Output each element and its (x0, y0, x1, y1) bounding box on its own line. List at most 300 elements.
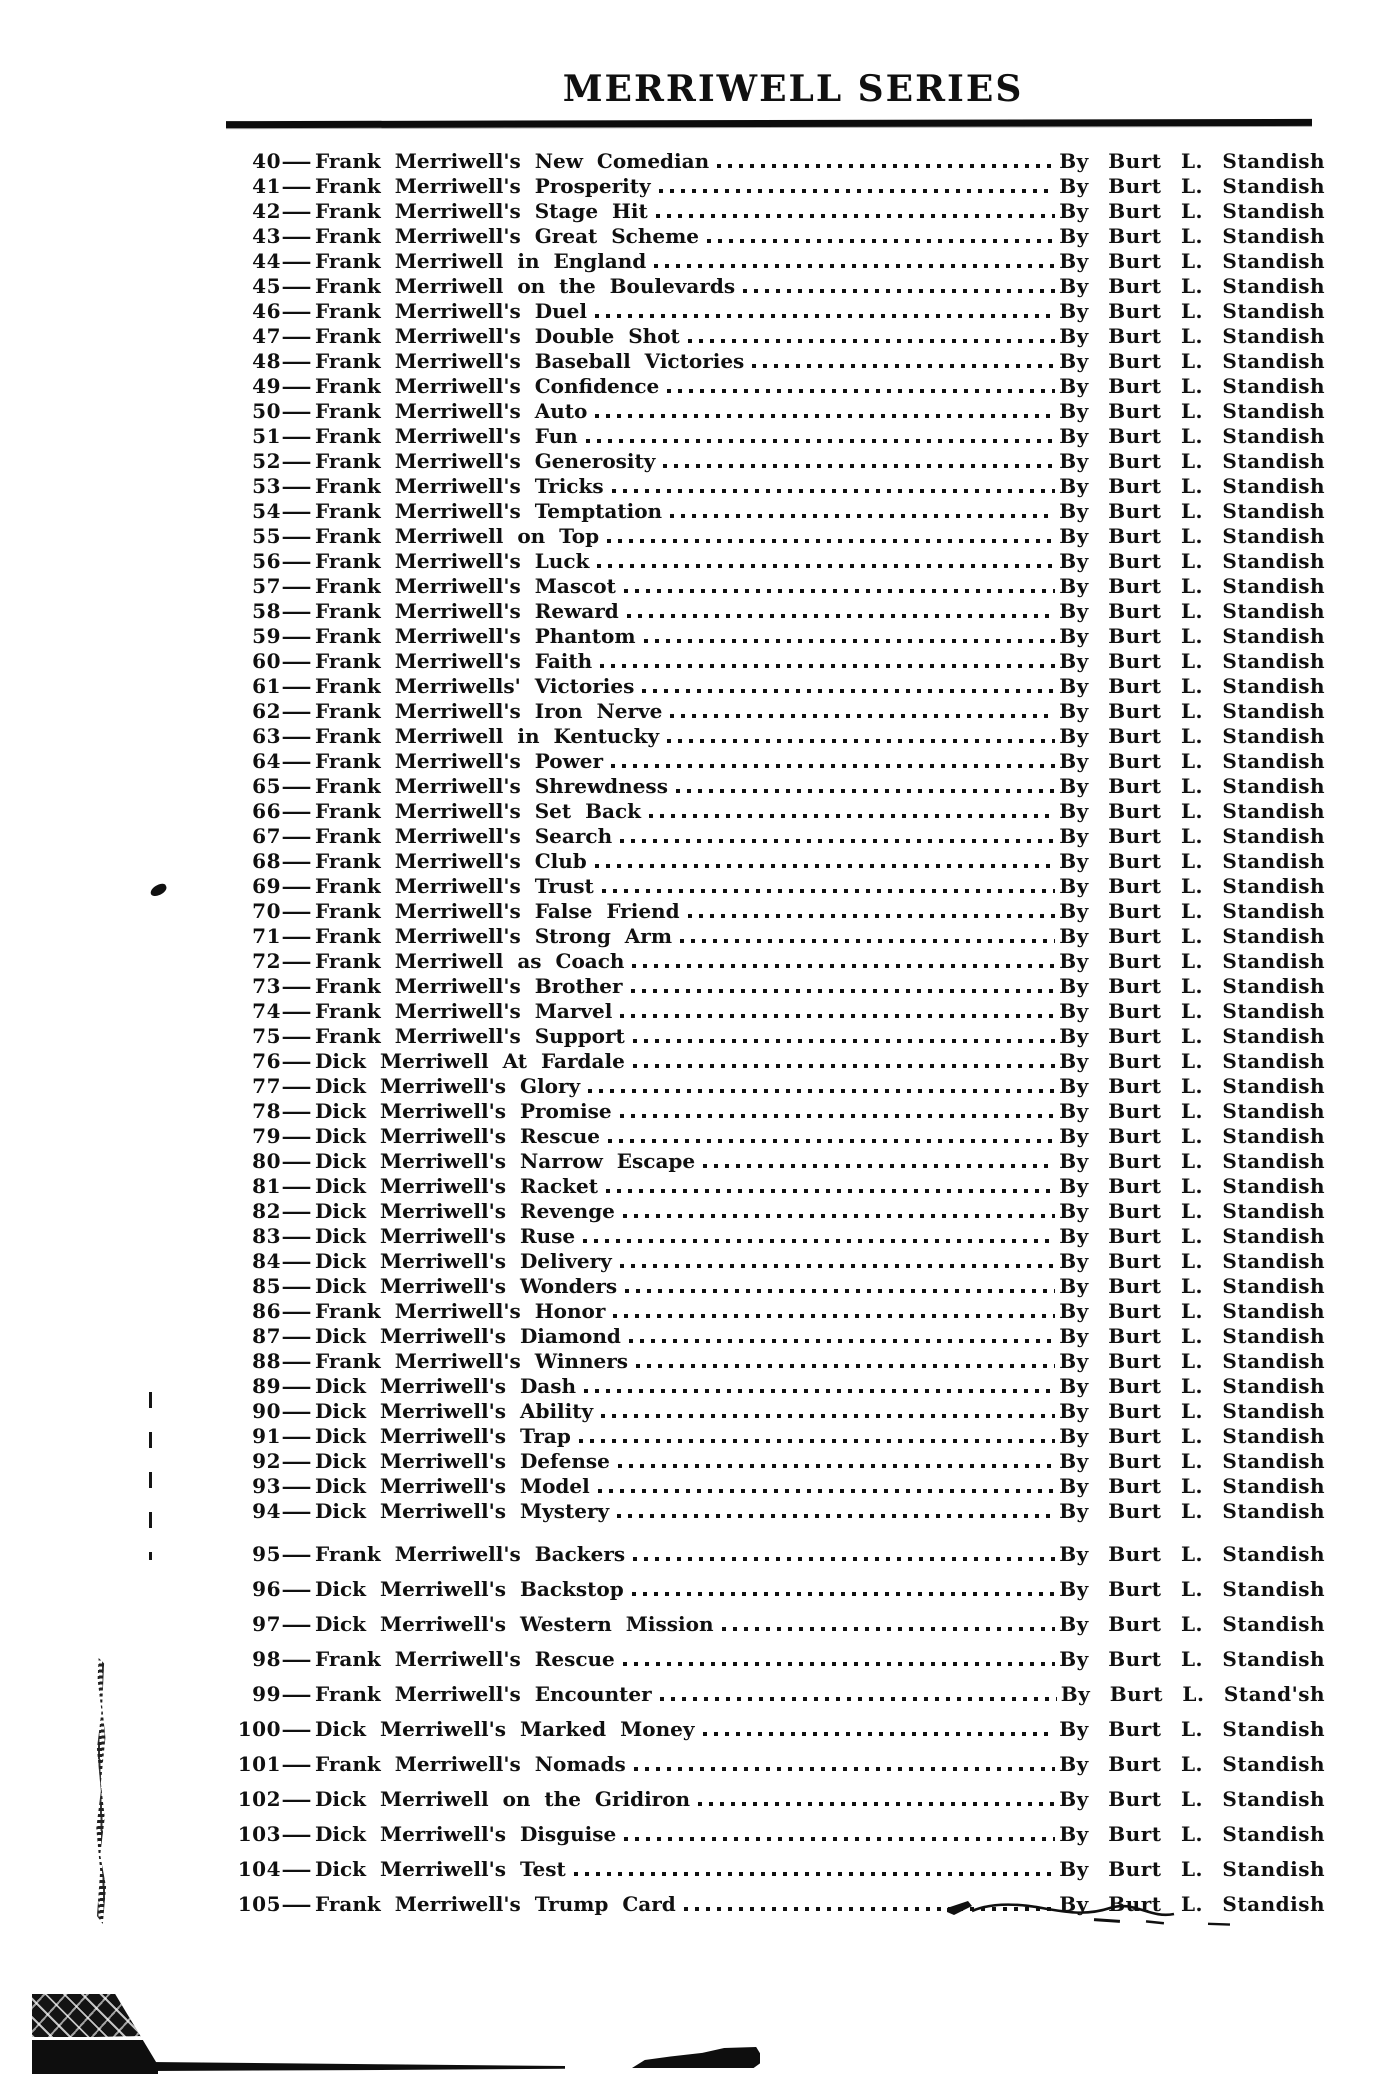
dash-separator: — (281, 199, 312, 223)
book-number: 48 (252, 349, 281, 373)
dash-separator: — (281, 1274, 312, 1298)
dot-leader (588, 1089, 1055, 1093)
book-number: 71 (252, 924, 281, 948)
book-row (219, 174, 1325, 199)
book-number: 41 (252, 174, 281, 198)
dot-leader (597, 564, 1055, 568)
book-author: By Burt L. Standish (1059, 1717, 1325, 1741)
dash-separator: — (281, 974, 312, 998)
dot-leader (624, 589, 1055, 593)
book-row (219, 1049, 1325, 1074)
book-row (219, 324, 1325, 349)
book-title: Frank Merriwell's Trump Card (315, 1892, 676, 1916)
book-number: 47 (252, 324, 281, 348)
book-author: By Burt L. Standish (1059, 1199, 1325, 1223)
dash-separator: — (281, 624, 312, 648)
ink-spot (149, 882, 169, 898)
book-row (219, 474, 1325, 499)
book-number: 43 (252, 224, 281, 248)
book-author: By Burt L. Standish (1059, 449, 1325, 473)
dash-separator: — (281, 1612, 312, 1636)
book-author: By Burt L. Standish (1059, 1449, 1325, 1473)
book-row (219, 949, 1325, 974)
book-number: 44 (252, 249, 281, 273)
book-title: Frank Merriwell's Stage Hit (315, 199, 648, 223)
book-number: 67 (252, 824, 281, 848)
book-author: By Burt L. Standish (1059, 674, 1325, 698)
dash-separator: — (281, 1224, 312, 1248)
dash-separator: — (281, 1752, 312, 1776)
book-row (219, 274, 1325, 299)
book-row (219, 924, 1325, 949)
book-number: 68 (252, 849, 281, 873)
dash-separator: — (281, 499, 312, 523)
book-row (219, 674, 1325, 699)
dot-leader (624, 1837, 1055, 1841)
dash-separator: — (281, 1857, 312, 1881)
book-row (219, 1712, 1325, 1747)
dot-leader (752, 364, 1055, 368)
book-title: Frank Merriwells' Victories (315, 674, 635, 698)
dot-leader (623, 1662, 1055, 1666)
book-title: Frank Merriwell's Fun (315, 424, 578, 448)
book-title: Dick Merriwell's Test (315, 1857, 566, 1881)
book-title: Frank Merriwell's Backers (315, 1542, 626, 1566)
dot-leader (608, 1139, 1055, 1143)
dot-leader (598, 1489, 1056, 1493)
dash-separator: — (281, 824, 312, 848)
book-author: By Burt L. Standish (1059, 299, 1325, 323)
book-author: By Burt L. Standish (1059, 749, 1325, 773)
dot-leader (633, 1064, 1055, 1068)
dash-separator: — (281, 1682, 312, 1706)
book-author: By Burt L. Standish (1059, 324, 1325, 348)
book-number: 83 (252, 1224, 281, 1248)
book-row (219, 149, 1325, 174)
book-author: By Burt L. Standish (1059, 724, 1325, 748)
blob-speckled-area (32, 1994, 158, 2037)
dot-leader (586, 439, 1056, 443)
dash-separator: — (281, 299, 312, 323)
dash-separator: — (281, 999, 312, 1023)
scan-speckle-strip (95, 1658, 108, 1924)
book-author: By Burt L. Standish (1059, 149, 1325, 173)
book-title: Frank Merriwell's Auto (315, 399, 588, 423)
dot-leader (656, 214, 1055, 218)
book-author: By Burt L. Standish (1059, 649, 1325, 673)
book-title: Frank Merriwell's Rescue (315, 1647, 615, 1671)
dash-separator: — (281, 1424, 312, 1448)
book-author: By Burt L. Standish (1059, 499, 1325, 523)
dash-separator: — (281, 549, 312, 573)
book-number: 104 (237, 1857, 281, 1881)
book-row (219, 1274, 1325, 1299)
book-title: Dick Merriwell on the Gridiron (315, 1787, 691, 1811)
book-author: By Burt L. Standish (1059, 599, 1325, 623)
book-author: By Burt L. Standish (1059, 1249, 1325, 1273)
dash-separator: — (281, 1049, 312, 1073)
book-row (219, 1349, 1325, 1374)
book-number: 75 (252, 1024, 281, 1048)
book-row (219, 1099, 1325, 1124)
dash-separator: — (281, 949, 312, 973)
book-author: By Burt L. Standish (1059, 1049, 1325, 1073)
dash-separator: — (281, 274, 312, 298)
book-row (219, 699, 1325, 724)
book-author: By Burt L. Standish (1059, 224, 1325, 248)
dot-leader (583, 1239, 1055, 1243)
book-author: By Burt L. Standish (1059, 824, 1325, 848)
book-author: By Burt L. Standish (1059, 424, 1325, 448)
book-title: Frank Merriwell's Phantom (315, 624, 636, 648)
dash-separator: — (281, 1099, 312, 1123)
scan-wedge-bottom-center (632, 2047, 760, 2068)
book-number: 82 (252, 1199, 281, 1223)
dot-leader (611, 764, 1055, 768)
dot-leader (606, 1189, 1055, 1193)
book-author: By Burt L. Standish (1059, 524, 1325, 548)
book-number: 51 (252, 424, 281, 448)
book-number: 101 (237, 1752, 281, 1776)
book-title: Dick Merriwell's Model (315, 1474, 590, 1498)
dot-leader (703, 1164, 1055, 1168)
book-author: By Burt L. Standish (1059, 1324, 1325, 1348)
book-author: By Burt L. Standish (1059, 1612, 1325, 1636)
book-title: Frank Merriwell's Support (315, 1024, 625, 1048)
dot-leader (670, 514, 1055, 518)
dash-separator: — (281, 774, 312, 798)
dot-leader (627, 614, 1056, 618)
scan-streak-bottom (150, 2062, 565, 2071)
book-title: Dick Merriwell's Racket (315, 1174, 598, 1198)
book-title: Frank Merriwell's Temptation (315, 499, 663, 523)
book-number: 62 (252, 699, 281, 723)
dash-separator: — (281, 1124, 312, 1148)
dash-separator: — (281, 349, 312, 373)
dot-leader (620, 1114, 1056, 1118)
dash-separator: — (281, 424, 312, 448)
dot-leader (722, 1627, 1056, 1631)
book-number: 57 (252, 574, 281, 598)
book-number: 42 (252, 199, 281, 223)
dot-leader (601, 1414, 1055, 1418)
book-title: Dick Merriwell's Disguise (315, 1822, 617, 1846)
book-row (219, 499, 1325, 524)
book-title: Frank Merriwell's Iron Nerve (315, 699, 663, 723)
dot-leader (688, 339, 1055, 343)
book-row (219, 1537, 1325, 1572)
dot-leader (632, 964, 1055, 968)
dash-separator: — (281, 724, 312, 748)
book-title: Dick Merriwell's Glory (315, 1074, 581, 1098)
book-row (219, 749, 1325, 774)
dot-leader (663, 464, 1055, 468)
book-number: 60 (252, 649, 281, 673)
book-author: By Burt L. Stand'sh (1060, 1682, 1325, 1706)
dash-separator: — (281, 849, 312, 873)
dash-separator: — (281, 1399, 312, 1423)
dot-leader (644, 639, 1056, 643)
book-row (219, 649, 1325, 674)
book-number: 100 (237, 1717, 281, 1741)
book-title: Frank Merriwell's Power (315, 749, 604, 773)
book-row (219, 1474, 1325, 1499)
dash-separator: — (281, 599, 312, 623)
book-author: By Burt L. Standish (1059, 699, 1325, 723)
book-number: 98 (252, 1647, 281, 1671)
book-title: Frank Merriwell's Prosperity (315, 174, 651, 198)
dash-separator: — (281, 399, 312, 423)
book-row (219, 999, 1325, 1024)
dash-separator: — (281, 249, 312, 273)
dot-leader (659, 189, 1056, 193)
book-title: Frank Merriwell in England (315, 249, 647, 273)
book-title: Frank Merriwell's Marvel (315, 999, 613, 1023)
book-row (219, 349, 1325, 374)
book-number: 56 (252, 549, 281, 573)
header-rule (226, 119, 1312, 128)
book-row (219, 199, 1325, 224)
book-number: 79 (252, 1124, 281, 1148)
book-row (219, 224, 1325, 249)
dot-leader (584, 1389, 1055, 1393)
scan-blob-bottom-left (32, 1994, 158, 2074)
book-title: Frank Merriwell's Luck (315, 549, 590, 573)
book-author: By Burt L. Standish (1059, 1787, 1325, 1811)
book-number: 80 (252, 1149, 281, 1173)
book-title: Dick Merriwell's Trap (315, 1424, 571, 1448)
dash-separator: — (281, 1349, 312, 1373)
book-author: By Burt L. Standish (1059, 624, 1325, 648)
dot-leader (600, 664, 1055, 668)
dot-leader (636, 1364, 1055, 1368)
book-number: 59 (252, 624, 281, 648)
dot-leader (667, 389, 1055, 393)
book-author: By Burt L. Standish (1059, 1499, 1325, 1523)
book-number: 66 (252, 799, 281, 823)
book-author: By Burt L. Standish (1059, 1349, 1325, 1373)
book-author: By Burt L. Standish (1059, 1822, 1325, 1846)
book-title: Dick Merriwell's Dash (315, 1374, 577, 1398)
book-row (219, 1424, 1325, 1449)
book-number: 90 (252, 1399, 281, 1423)
dot-leader (579, 1439, 1055, 1443)
dot-leader (698, 1802, 1055, 1806)
book-number: 58 (252, 599, 281, 623)
book-title: Dick Merriwell's Backstop (315, 1577, 624, 1601)
book-number: 50 (252, 399, 281, 423)
book-row (219, 724, 1325, 749)
book-number: 86 (252, 1299, 281, 1323)
book-title: Frank Merriwell's Club (315, 849, 587, 873)
book-row (219, 449, 1325, 474)
dash-separator: — (281, 1787, 312, 1811)
dash-separator: — (281, 1324, 312, 1348)
book-author: By Burt L. Standish (1059, 949, 1325, 973)
book-author: By Burt L. Standish (1059, 874, 1325, 898)
book-title: Dick Merriwell's Defense (315, 1449, 610, 1473)
dot-leader (707, 239, 1055, 243)
book-title: Frank Merriwell's Nomads (315, 1752, 626, 1776)
pen-squiggle-mark (938, 1894, 1238, 1934)
book-author: By Burt L. Standish (1059, 1299, 1325, 1323)
book-author: By Burt L. Standish (1059, 999, 1325, 1023)
book-title: Frank Merriwell's Double Shot (315, 324, 680, 348)
book-number: 72 (252, 949, 281, 973)
book-title: Frank Merriwell's False Friend (315, 899, 680, 923)
dash-separator: — (281, 799, 312, 823)
book-row (219, 1124, 1325, 1149)
book-author: By Burt L. Standish (1059, 1149, 1325, 1173)
book-author: By Burt L. Standish (1059, 1174, 1325, 1198)
book-author: By Burt L. Standish (1059, 349, 1325, 373)
book-author: By Burt L. Standish (1059, 1024, 1325, 1048)
dash-separator: — (281, 374, 312, 398)
book-number: 49 (252, 374, 281, 398)
dash-separator: — (281, 874, 312, 898)
dash-separator: — (281, 1717, 312, 1741)
book-row (219, 549, 1325, 574)
dash-separator: — (281, 1449, 312, 1473)
book-list (219, 149, 1325, 1922)
book-title: Dick Merriwell's Mystery (315, 1499, 610, 1523)
book-row (219, 599, 1325, 624)
book-number: 81 (252, 1174, 281, 1198)
book-row (219, 1817, 1325, 1852)
book-title: Dick Merriwell's Delivery (315, 1249, 612, 1273)
book-row (219, 624, 1325, 649)
book-row (219, 1782, 1325, 1817)
book-author: By Burt L. Standish (1059, 899, 1325, 923)
book-row (219, 1199, 1325, 1224)
book-author: By Burt L. Standish (1059, 374, 1325, 398)
dot-leader (703, 1732, 1056, 1736)
dash-separator: — (281, 1822, 312, 1846)
book-number: 88 (252, 1349, 281, 1373)
book-title: Frank Merriwell's Set Back (315, 799, 641, 823)
book-number: 87 (252, 1324, 281, 1348)
book-author: By Burt L. Standish (1059, 1474, 1325, 1498)
dot-leader (623, 1214, 1055, 1218)
book-author: By Burt L. Standish (1059, 1399, 1325, 1423)
book-number: 63 (252, 724, 281, 748)
dash-separator: — (281, 924, 312, 948)
dot-leader (633, 1039, 1055, 1043)
book-row (219, 524, 1325, 549)
book-title: Dick Merriwell's Promise (315, 1099, 612, 1123)
dot-leader (574, 1872, 1055, 1876)
book-number: 76 (252, 1049, 281, 1073)
dot-leader (613, 1314, 1055, 1318)
book-number: 91 (252, 1424, 281, 1448)
book-title: Dick Merriwell's Wonders (315, 1274, 618, 1298)
book-number: 102 (237, 1787, 281, 1811)
book-number: 53 (252, 474, 281, 498)
dash-separator: — (281, 149, 312, 173)
book-row (219, 849, 1325, 874)
book-number: 103 (237, 1822, 281, 1846)
book-title: Frank Merriwell's Faith (315, 649, 593, 673)
book-author: By Burt L. Standish (1059, 474, 1325, 498)
book-row (219, 1324, 1325, 1349)
dash-separator: — (281, 1542, 312, 1566)
book-title: Dick Merriwell's Marked Money (315, 1717, 695, 1741)
book-author: By Burt L. Standish (1059, 1752, 1325, 1776)
book-row (219, 1224, 1325, 1249)
book-number: 96 (252, 1577, 281, 1601)
book-row (219, 424, 1325, 449)
book-number: 78 (252, 1099, 281, 1123)
dash-separator: — (281, 1892, 312, 1916)
book-row (219, 1852, 1325, 1887)
dash-separator: — (281, 1474, 312, 1498)
book-row (219, 1249, 1325, 1274)
book-title: Frank Merriwell's Reward (315, 599, 619, 623)
dot-leader (629, 1339, 1055, 1343)
book-title: Frank Merriwell in Kentucky (315, 724, 660, 748)
book-title: Frank Merriwell's Trust (315, 874, 594, 898)
book-row (219, 374, 1325, 399)
dash-separator: — (281, 1249, 312, 1273)
book-number: 84 (252, 1249, 281, 1273)
blob-solid-area (32, 2040, 158, 2074)
book-title: Frank Merriwell's Generosity (315, 449, 656, 473)
book-row (219, 1449, 1325, 1474)
book-title: Frank Merriwell's Duel (315, 299, 587, 323)
dash-separator: — (281, 524, 312, 548)
book-number: 74 (252, 999, 281, 1023)
dot-leader (617, 1514, 1055, 1518)
book-author: By Burt L. Standish (1059, 1892, 1325, 1916)
book-author: By Burt L. Standish (1059, 924, 1325, 948)
book-title: Frank Merriwell's Shrewdness (315, 774, 668, 798)
dot-leader (607, 539, 1055, 543)
book-number: 95 (252, 1542, 281, 1566)
book-author: By Burt L. Standish (1059, 1857, 1325, 1881)
book-author: By Burt L. Standish (1059, 799, 1325, 823)
book-row (219, 1747, 1325, 1782)
book-row (219, 799, 1325, 824)
book-number: 54 (252, 499, 281, 523)
book-number: 61 (252, 674, 281, 698)
dot-leader (680, 939, 1055, 943)
book-title: Dick Merriwell's Ruse (315, 1224, 576, 1248)
book-author: By Burt L. Standish (1059, 174, 1325, 198)
book-row (219, 1572, 1325, 1607)
dash-separator: — (281, 699, 312, 723)
book-author: By Burt L. Standish (1059, 199, 1325, 223)
book-title: Frank Merriwell as Coach (315, 949, 625, 973)
book-row (219, 1299, 1325, 1324)
dash-separator: — (281, 649, 312, 673)
book-title: Frank Merriwell's New Comedian (315, 149, 710, 173)
dash-separator: — (281, 1074, 312, 1098)
dash-separator: — (281, 574, 312, 598)
book-author: By Burt L. Standish (1059, 549, 1325, 573)
dot-leader (634, 1767, 1056, 1771)
book-number: 70 (252, 899, 281, 923)
book-title: Frank Merriwell on the Boulevards (315, 274, 736, 298)
book-number: 105 (237, 1892, 281, 1916)
dash-separator: — (281, 1149, 312, 1173)
book-title: Frank Merriwell's Honor (315, 1299, 606, 1323)
book-title: Frank Merriwell's Confidence (315, 374, 660, 398)
book-author: By Burt L. Standish (1059, 1074, 1325, 1098)
book-number: 46 (252, 299, 281, 323)
book-row (219, 824, 1325, 849)
book-number: 55 (252, 524, 281, 548)
dash-separator: — (281, 899, 312, 923)
